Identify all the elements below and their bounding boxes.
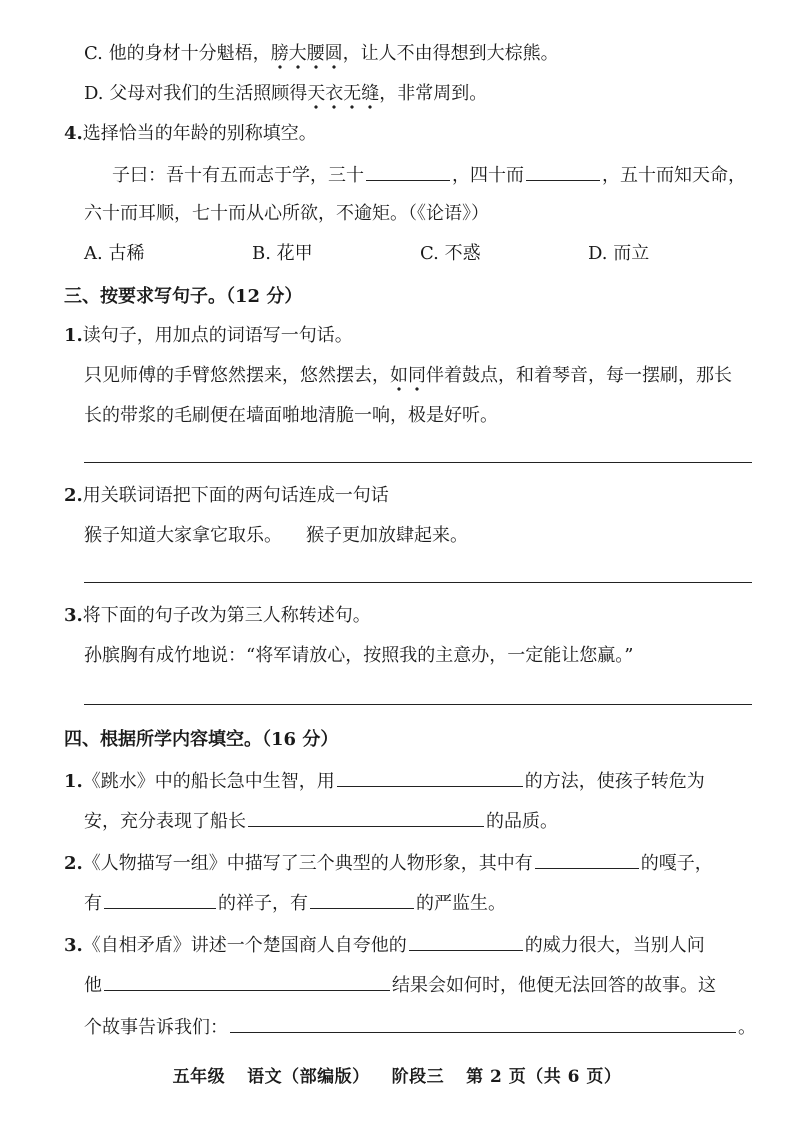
p3-q3-sentence: 孙膑胸有成竹地说：“将军请放心，按照我的主意办，一定能让您赢。”	[84, 645, 634, 666]
fill-blank[interactable]	[310, 888, 414, 909]
p4-question-3-line1	[64, 930, 705, 960]
page-footer	[0, 1062, 794, 1087]
fill-blank[interactable]	[248, 806, 484, 827]
sentence-1: 猴子知道大家拿它取乐。	[84, 525, 282, 546]
option-a[interactable]: A. 古稀	[84, 243, 145, 264]
question-text: 个故事告诉我们：	[84, 1017, 228, 1038]
question-text: 《人物描写一组》中描写了三个典型的人物形象，其中有	[82, 853, 533, 874]
option-d	[84, 80, 487, 108]
fill-blank[interactable]	[409, 930, 523, 951]
question-number: 3.	[64, 605, 83, 626]
passage-text: ，五十而知天命，	[602, 165, 746, 186]
p3-q1-sentence-line1	[84, 362, 732, 390]
section-4-heading: 四、根据所学内容填空。（16 分）	[64, 729, 339, 750]
q4-passage-line1	[112, 160, 746, 190]
footer-subject: 语文（部编版）	[247, 1067, 370, 1087]
q4-options	[84, 240, 756, 268]
question-text: 的嘎子，	[640, 853, 713, 874]
dotted-word: 如同	[390, 365, 426, 392]
question-text: 的严监生。	[416, 893, 506, 914]
question-text: 结果会如何时，他便无法回答的故事。这	[392, 975, 716, 996]
passage-text: ，四十而	[452, 165, 524, 186]
option-d-text-b: ，非常周到。	[379, 83, 488, 104]
fill-blank[interactable]	[104, 888, 216, 909]
question-text: 的品质。	[486, 811, 558, 832]
option-d[interactable]: D. 而立	[588, 243, 650, 264]
fill-blank[interactable]	[104, 970, 390, 991]
question-text: 安，充分表现了船长	[84, 811, 246, 832]
p3-question-2	[64, 482, 389, 510]
option-c-text-a: C. 他的身材十分魁梧，	[84, 43, 271, 64]
question-text: 有	[84, 893, 102, 914]
question-text: 《跳水》中的船长急中生智，用	[82, 771, 335, 792]
option-d-text-a: D. 父母对我们的生活照顾得	[84, 83, 308, 104]
answer-line[interactable]	[84, 582, 752, 583]
fill-blank[interactable]	[337, 766, 523, 787]
p4-question-2-line1	[64, 848, 713, 878]
option-d-dotted-word: 天衣无缝	[307, 83, 379, 110]
p4-question-2-line2	[84, 888, 506, 918]
p4-question-3-line2	[84, 970, 716, 1000]
question-text: 他	[84, 975, 102, 996]
p3-q2-sentences	[84, 522, 468, 550]
question-number: 2.	[64, 485, 83, 506]
p4-question-1-line1	[64, 766, 705, 796]
footer-stage: 阶段三	[391, 1067, 445, 1087]
sentence-2: 猴子更加放肆起来。	[306, 525, 468, 546]
question-text: 将下面的句子改为第三人称转述句。	[82, 605, 371, 626]
p3-q1-sentence-line2: 长的带浆的毛刷便在墙面啪地清脆一响，极是好听。	[84, 405, 498, 426]
question-text: 《自相矛盾》讲述一个楚国商人自夸他的	[82, 935, 407, 956]
footer-grade: 五年级	[172, 1067, 226, 1087]
question-text: 的威力很大，当别人问	[524, 935, 705, 956]
answer-line[interactable]	[84, 704, 752, 705]
passage-text: 子曰：吾十有五而志于学，三十	[112, 165, 364, 186]
question-text: 的方法，使孩子转危为	[524, 771, 705, 792]
question-text: 选择恰当的年龄的别称填空。	[82, 123, 317, 144]
question-number: 2.	[64, 853, 83, 874]
p3-question-3	[64, 602, 371, 630]
fill-blank[interactable]	[366, 160, 450, 181]
question-number: 3.	[64, 935, 83, 956]
option-b[interactable]: B. 花甲	[252, 243, 313, 264]
question-4	[64, 120, 317, 148]
fill-blank[interactable]	[526, 160, 600, 181]
p4-question-1-line2	[84, 806, 558, 836]
question-number: 1.	[64, 771, 83, 792]
answer-line[interactable]	[84, 462, 752, 463]
fill-blank[interactable]	[535, 848, 639, 869]
p3-question-1	[64, 322, 353, 350]
q4-passage-line2: 六十而耳顺，七十而从心所欲，不逾矩。（《论语》）	[84, 203, 489, 224]
question-text: 用关联词语把下面的两句话连成一句话	[82, 485, 389, 506]
option-c-dotted-word: 膀大腰圆	[271, 43, 343, 70]
question-number: 4.	[64, 123, 83, 144]
sentence-text: 伴着鼓点，和着琴音，每一摆刷，那长	[426, 365, 732, 386]
option-c[interactable]: C. 不惑	[420, 243, 481, 264]
section-3-heading: 三、按要求写句子。（12 分）	[64, 286, 303, 307]
fill-blank[interactable]	[230, 1012, 736, 1033]
question-number: 1.	[64, 325, 83, 346]
option-c-text-b: ，让人不由得想到大棕熊。	[342, 43, 559, 64]
p4-question-3-line3	[84, 1012, 756, 1042]
footer-page-number: 第 2 页（共 6 页）	[466, 1067, 622, 1087]
question-text: 的祥子，有	[218, 893, 308, 914]
sentence-text: 只见师傅的手臂悠然摆来，悠然摆去，	[84, 365, 390, 386]
question-text: 。	[738, 1017, 756, 1038]
option-c	[84, 40, 559, 68]
question-text: 读句子，用加点的词语写一句话。	[82, 325, 353, 346]
